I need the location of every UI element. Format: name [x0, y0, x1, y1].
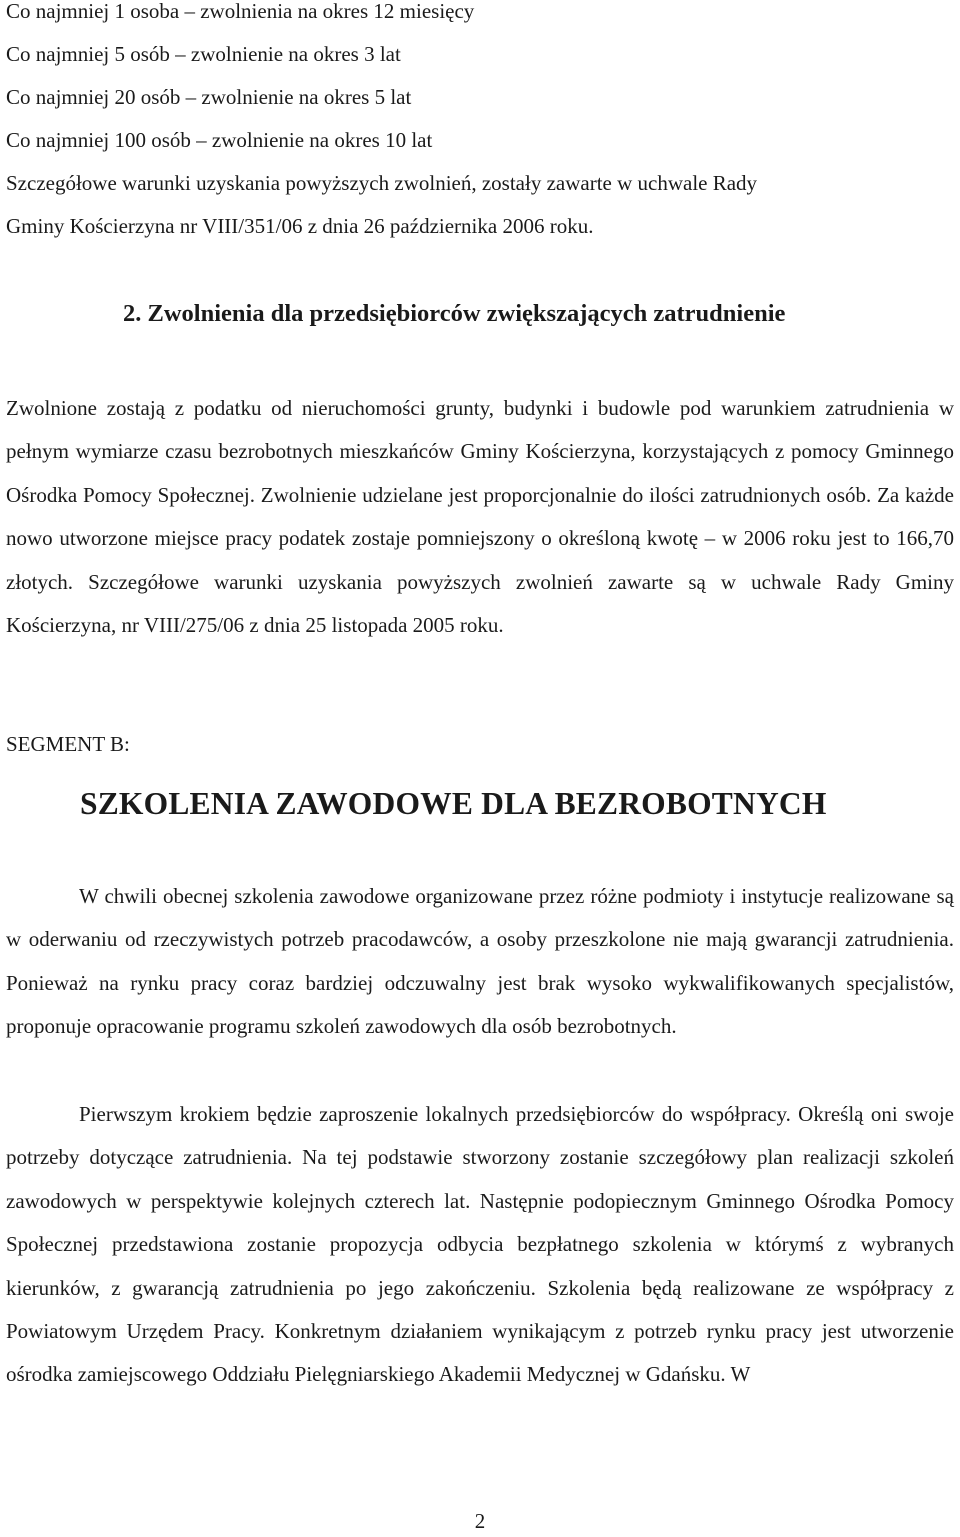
- segment-label: SEGMENT B:: [6, 732, 130, 756]
- segment-title: SZKOLENIA ZAWODOWE DLA BEZROBOTNYCH: [80, 786, 827, 821]
- section-paragraph: Zwolnione zostają z podatku od nieruchomości grunty, budynki i budowle pod warunkiem zatrudnienia w pełnym wymiarze czasu bezrobotnych mieszkańców Gminy Kościerzyna, korzystających z pomocy Gminnego Ośrodka Pomocy Społecznej. Zwolnienie udzielane jest proporcjonalnie do ilości zatrudnionych osób. Za każde nowo utworzone miejsce pracy podatek zostaje pomniejszony o określoną kwotę – w 2006 roku jest to 166,70 złotych. Szczegółowe warunki uzyskania powyższych zwolnień zawarte są w uchwale Rady Gminy Kościerzyna, nr VIII/275/06 z dnia 25 listopada 2005 roku.: [6, 396, 954, 638]
- list-item: Szczegółowe warunki uzyskania powyższych zwolnień, zostały zawarte w uchwale Rady: [6, 171, 758, 195]
- section-heading: 2. Zwolnienia dla przedsiębiorców zwiększających zatrudnienie: [123, 300, 786, 327]
- segment-paragraph-1: W chwili obecnej szkolenia zawodowe organizowane przez różne podmioty i instytucje realizowane są w oderwaniu od rzeczywistych potrzeb pracodawców, a osoby przeszkolone nie mają gwarancji zatrudnienia. Ponieważ na rynku pracy coraz bardziej odczuwalny jest brak wysoko wykwalifikowanych specjalistów, proponuje opracowanie programu szkoleń zawodowych dla osób bezrobotnych.: [6, 884, 954, 1039]
- page-number: 2: [474, 1509, 486, 1533]
- list-item: Gminy Kościerzyna nr VIII/351/06 z dnia 26 października 2006 roku.: [6, 214, 594, 238]
- document-page: [6, 0, 954, 1387]
- list-item: Co najmniej 1 osoba – zwolnienia na okres 12 miesięcy: [6, 0, 475, 23]
- list-item: Co najmniej 5 osób – zwolnienie na okres 3 lat: [6, 42, 401, 66]
- exemption-list: [6, 0, 954, 248]
- list-item: Co najmniej 20 osób – zwolnienie na okres 5 lat: [6, 85, 412, 109]
- list-item: Co najmniej 100 osób – zwolnienie na okres 10 lat: [6, 128, 433, 152]
- segment-paragraph-2: Pierwszym krokiem będzie zaproszenie lokalnych przedsiębiorców do współpracy. Określą oni swoje potrzeby dotyczące zatrudnienia. Na tej podstawie stworzony zostanie szczegółowy plan realizacji szkoleń zawodowych w perspektywie kolejnych czterech lat. Następnie podopiecznym Gminnego Ośrodka Pomocy Społecznej przedstawiona zostanie propozycja odbycia bezpłatnego szkolenia w którymś z wybranych kierunków, z gwarancją zatrudnienia po jego zakończeniu. Szkolenia będą realizowane ze współpracy z Powiatowym Urzędem Pracy. Konkretnym działaniem wynikającym z potrzeb rynku pracy jest utworzenie ośrodka zamiejscowego Oddziału Pielęgniarskiego Akademii Medycznej w Gdańsku. W: [6, 1102, 954, 1387]
